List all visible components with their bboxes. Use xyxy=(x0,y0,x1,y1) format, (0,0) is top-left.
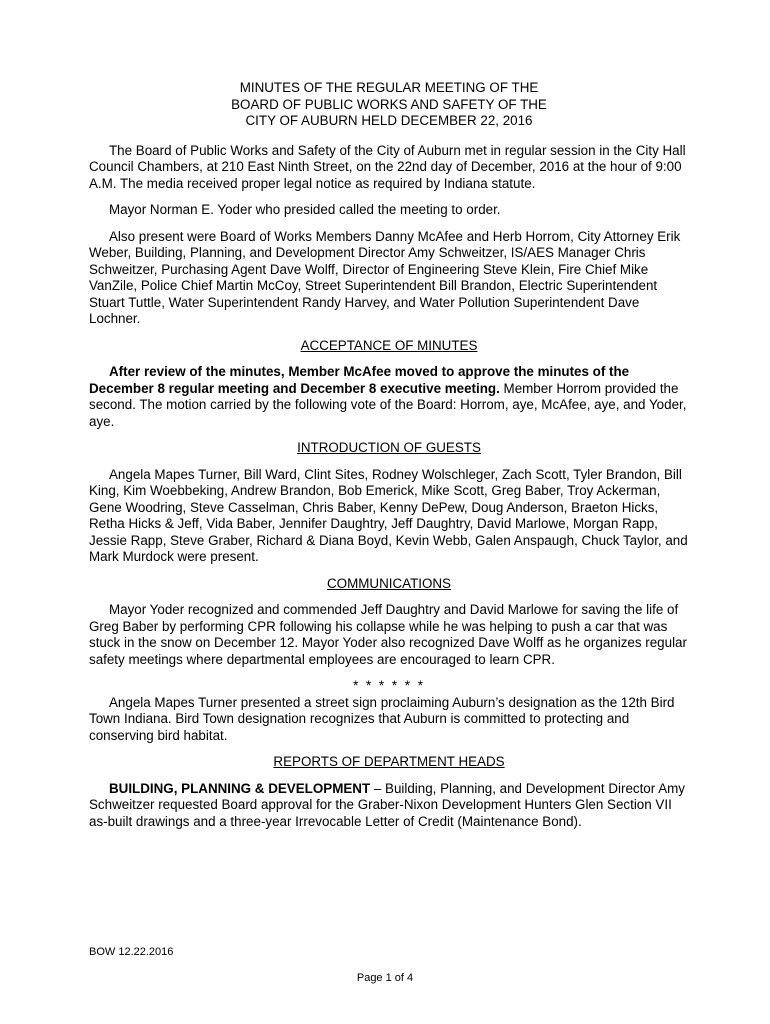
document-title xyxy=(89,80,689,130)
title-line-1: MINUTES OF THE REGULAR MEETING OF THE xyxy=(239,80,539,95)
section-heading-minutes: ACCEPTANCE OF MINUTES xyxy=(300,337,478,353)
section-heading-guests: INTRODUCTION OF GUESTS xyxy=(297,440,481,455)
intro-paragraph-2: Mayor Norman E. Yoder who presided called the meeting to order. xyxy=(109,202,501,217)
document-body xyxy=(89,80,689,830)
section-separator: * * * * * * xyxy=(353,678,425,693)
footer-doc-id: BOW 12.22.2016 xyxy=(89,946,174,958)
minutes-paragraph xyxy=(89,364,689,430)
minutes-motion-bold: After review of the minutes, Member McAfee moved to approve the minutes of the December 8 regular meeting and December 8 executive meeting. xyxy=(89,364,630,396)
title-line-2: BOARD OF PUBLIC WORKS AND SAFETY OF THE xyxy=(231,96,547,112)
reports-paragraph xyxy=(89,781,689,831)
section-heading-communications: COMMUNICATIONS xyxy=(327,575,451,591)
communications-paragraph-2: Angela Mapes Turner presented a street sign proclaiming Auburn’s designation as the 12th Bird Town Indiana. Bird Town designation recognizes that Auburn is committed to protecting and conserving bird habitat. xyxy=(89,694,675,743)
reports-department-rest: – Building, Planning, and Development Director Amy Schweitzer requested Board approval for the Graber-Nixon Development Hunters Glen Section VII as-built drawings and a three-year Irrevocable Letter of Credit (Maintenance Bond). xyxy=(89,780,685,829)
minutes-motion-rest: Member Horrom provided the second. The motion carried by the following vote of the Board: Horrom, aye, McAfee, aye, and Yoder, aye. xyxy=(89,380,687,429)
footer-page-number: Page 1 of 4 xyxy=(356,972,414,984)
guests-paragraph: Angela Mapes Turner, Bill Ward, Clint Sites, Rodney Wolschleger, Zach Scott, Tyler Brandon, Bill King, Kim Woebbeking, Andrew Brandon, Bob Emerick, Mike Scott, Greg Baber, Troy Ackerman, Gene Woodring, Steve Casselman, Chris Baber, Kenny DePew, Doug Anderson, Braeton Hicks, Retha Hicks & Jeff, Vida Baber, Jennifer Daughtry, Jeff Daughtry, David Marlowe, Morgan Rapp, Jessie Rapp, Steve Graber, Richard & Diana Boyd, Kevin Webb, Galen Anspaugh, Chuck Taylor, and Mark Murdock were present. xyxy=(89,466,688,564)
intro-paragraph-3: Also present were Board of Works Members Danny McAfee and Herb Horrom, City Attorney Erik Weber, Building, Planning, and Development Director Amy Schweitzer, IS/AES Manager Chris Schweitzer, Purchasing Agent Dave Wolff, Director of Engineering Steve Klein, Fire Chief Mike VanZile, Police Chief Martin McCoy, Street Superintendent Bill Brandon, Electric Superintendent Stuart Tuttle, Water Superintendent Randy Harvey, and Water Pollution Superintendent Dave Lochner. xyxy=(89,228,681,326)
communications-paragraph-1: Mayor Yoder recognized and commended Jeff Daughtry and David Marlowe for saving the life of Greg Baber by performing CPR following his collapse while he was helping to push a car that was stuck in the snow on December 12. Mayor Yoder also recognized Dave Wolff as he organizes regular safety meetings where departmental employees are encouraged to learn CPR. xyxy=(89,602,687,667)
reports-department-bold: BUILDING, PLANNING & DEVELOPMENT xyxy=(109,780,371,796)
intro-paragraph-1: The Board of Public Works and Safety of the City of Auburn met in regular session in the City Hall Council Chambers, at 210 East Ninth Street, on the 22nd day of December, 2016 at the hour of 9:00 A.M. The media received proper legal notice as required by Indiana statute. xyxy=(89,142,686,191)
section-heading-reports: REPORTS OF DEPARTMENT HEADS xyxy=(273,754,505,769)
title-line-3: CITY OF AUBURN HELD DECEMBER 22, 2016 xyxy=(245,113,533,128)
